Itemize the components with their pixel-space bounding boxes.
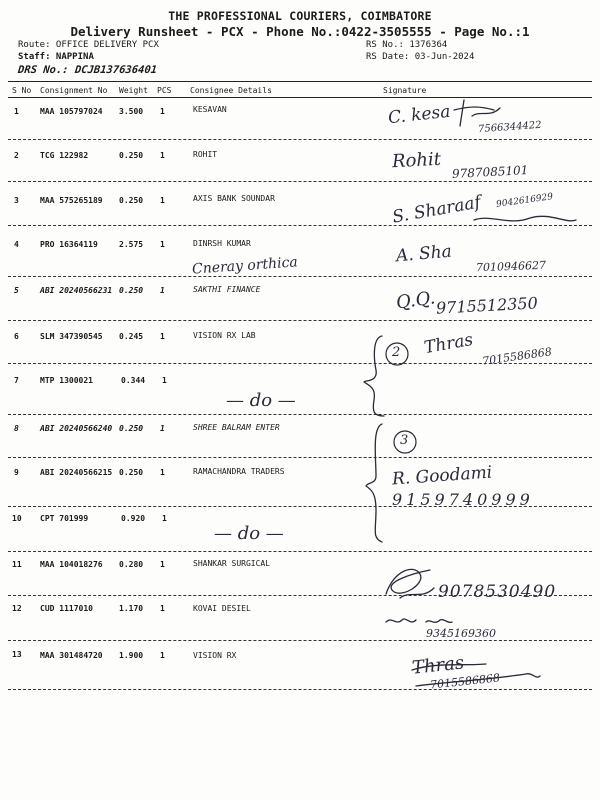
row-consignee: RAMACHANDRA TRADERS [193,467,285,476]
row-weight: 0.250 [119,286,144,295]
ditto-mark: — do — [226,390,296,411]
row-consignee: AXIS BANK SOUNDAR [193,194,275,203]
row-consignment: ABI 20240566215 [40,468,113,477]
row-weight: 1.900 [119,651,144,660]
row-weight: 0.280 [119,560,144,569]
row-pcs: 1 [160,240,165,249]
row-separator [8,414,592,415]
row-weight: 1.170 [119,604,144,613]
row-sno: 9 [14,468,19,477]
circled-number: 3 [400,433,409,448]
row-sno: 1 [14,107,19,116]
staff-label: Staff: NAPPINA [18,52,94,62]
row-pcs: 1 [162,514,167,523]
signature-name: R. Goodami [391,462,493,490]
row-consignee: DINRSH KUMAR [193,239,251,248]
col-sno: S No [12,86,32,95]
col-weight: Weight [119,86,148,95]
row-sno: 8 [14,424,19,433]
row-consignment: TCG 122982 [40,151,89,160]
row-pcs: 1 [160,332,165,341]
row-sno: 4 [14,240,19,249]
row-sno: 2 [14,151,19,160]
row-pcs: 1 [160,468,165,477]
signature-name: C. kesa [387,101,452,129]
signature-phone: 9787085101 [451,163,529,181]
signature-name: Thras [422,329,475,359]
rs-date: RS Date: 03-Jun-2024 [366,52,475,62]
signature-scribble [380,560,440,606]
row-pcs: 1 [160,604,165,613]
row-pcs: 1 [160,107,165,116]
row-pcs: 1 [160,560,165,569]
row-consignment: MAA 105797024 [40,107,103,116]
runsheet-subtitle: Delivery Runsheet - PCX - Phone No.:0422-3505555 - Page No.:1 [70,24,530,39]
row-consignment: SLM 347390545 [40,332,103,341]
row-consignee: SHREE BALRAM ENTER [193,423,280,432]
signature-name: Q.Q. [394,287,437,314]
handwritten-note: Cneray orthica [191,254,299,278]
circled-number: 2 [392,345,401,360]
row-sno: 5 [14,286,19,295]
row-separator [8,320,592,321]
row-separator [8,551,592,552]
row-sno: 6 [14,332,19,341]
row-weight: 0.344 [121,376,146,385]
signature-name: A. Sha [395,241,453,267]
row-consignee: VISION RX LAB [193,331,256,340]
row-consignment: MAA 301484720 [40,651,103,660]
row-pcs: 1 [160,151,165,160]
row-consignee: ROHIT [193,150,218,159]
row-consignment: CUD 1117010 [40,604,93,613]
row-sno: 7 [14,376,19,385]
row-consignee: KOVAI DESIEL [193,604,251,613]
row-pcs: 1 [160,196,165,205]
bracket-mark [360,418,390,548]
row-weight: 3.500 [119,107,144,116]
row-consignment: MAA 104018276 [40,560,103,569]
row-separator [8,276,592,277]
row-separator [8,640,592,641]
row-sno: 3 [14,196,19,205]
row-pcs: 1 [160,286,165,295]
row-consignee: KESAVAN [193,105,227,114]
signature-scribble [450,96,510,132]
row-consignment: CPT 701999 [40,514,89,523]
row-sno: 10 [12,514,22,523]
signature-scribble [406,656,546,696]
row-weight: 0.250 [119,151,144,160]
col-signature: Signature [383,86,427,95]
signature-phone: 9042616929 [495,192,554,210]
row-separator [8,139,592,140]
row-weight: 0.920 [121,514,146,523]
row-consignment: MAA 575265189 [40,196,103,205]
signature-phone: 9715512350 [435,293,539,318]
ditto-mark: — do — [214,523,284,544]
row-sno: 11 [12,560,22,569]
row-separator [8,457,592,458]
row-sno: 13 [12,650,22,659]
col-consignee: Consignee Details [190,86,272,95]
route-label: Route: OFFICE DELIVERY PCX [18,40,159,50]
signature-name: Rohit [391,148,442,173]
row-weight: 2.575 [119,240,144,249]
col-pcs: PCS [157,86,172,95]
row-weight: 0.245 [119,332,144,341]
signature-phone: 7010946627 [475,258,547,275]
row-pcs: 1 [162,376,167,385]
signature-phone: 7015586868 [481,345,553,368]
row-weight: 0.250 [119,424,144,433]
signature-scribble [470,210,580,230]
row-consignment: ABI 20240566240 [40,424,113,433]
rs-number: RS No.: 1376364 [366,40,448,50]
row-consignment: PRO 16364119 [40,240,98,249]
row-consignment: ABI 20240566231 [40,286,113,295]
signature-name: Thras [411,652,466,679]
signature-phone: 9078530490 [438,582,557,602]
row-weight: 0.250 [119,196,144,205]
signature-name: S. Sharaaf [390,192,483,228]
row-consignee: SHANKAR SURGICAL [193,559,271,568]
company-title: THE PROFESSIONAL COURIERS, COIMBATORE [168,9,432,23]
row-sno: 12 [12,604,22,613]
row-weight: 0.250 [119,468,144,477]
row-separator [8,181,592,182]
drs-number: DRS No.: DCJB137636401 [17,64,158,76]
row-consignee: VISION RX [193,651,237,660]
signature-phone: 9159740999 [392,490,534,509]
row-consignee: SAKTHI FINANCE [193,285,261,294]
row-pcs: 1 [160,651,165,660]
col-consignment: Consignment No [40,86,108,95]
signature-phone: 7015586868 [429,671,501,692]
row-pcs: 1 [160,424,165,433]
signature-phone: 9345169360 [426,627,496,640]
row-consignment: MTP 1300021 [40,376,93,385]
header-rule-top [8,81,592,82]
signature-phone: 7566344422 [477,119,542,136]
